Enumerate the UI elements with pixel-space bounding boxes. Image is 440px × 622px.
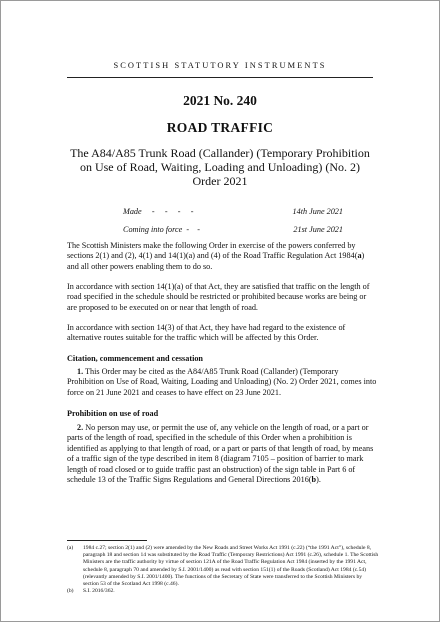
dates-block bbox=[123, 207, 343, 243]
footnote-ref-a[interactable]: a bbox=[357, 251, 362, 261]
section-1-paragraph bbox=[67, 367, 377, 398]
section-heading-prohibition: Prohibition on use of road bbox=[67, 409, 159, 418]
section-2-text-b: ). bbox=[316, 475, 321, 485]
made-date: 14th June 2021 bbox=[292, 207, 343, 216]
preamble-1-text-a: The Scottish Ministers make the following Order in exercise of the powers conferred by sections 2(1) and (2), 4(1) and 14(1)(a) and (4) of the Road Traffic Regulation Act 1984( bbox=[67, 241, 358, 261]
made-label: Made - - - - bbox=[123, 207, 194, 216]
preamble-paragraph-1 bbox=[67, 241, 377, 272]
footnote-mark: (a) bbox=[67, 545, 74, 551]
made-row bbox=[123, 207, 343, 225]
footnote-ref-b[interactable]: b bbox=[311, 475, 317, 485]
footnote-text: S.I. 2016/362. bbox=[83, 588, 115, 595]
footnotes bbox=[67, 545, 379, 595]
subject-heading: ROAD TRAFFIC bbox=[166, 120, 274, 135]
section-heading-citation: Citation, commencement and cessation bbox=[67, 354, 203, 363]
footnote-b bbox=[67, 588, 379, 595]
footnote-rule bbox=[67, 540, 147, 541]
footnote-text: 1984 c.27; section 2(1) and (2) were amended by the New Roads and Street Works Act 1991 (c.22) (“the 1991 Act”), schedule 8, paragraph 18 and section 14 was substituted by the Road Traffic (Temporary Restrictions) Act 1991 (c.26), schedule 1. The Scottish Ministers are the traffic authority by virtue of section 121A of the Road Traffic Regulation Act 1984 (inserted by the 1991 Act, schedule 8, paragraph 70 and amended by S.I. 2001/1400) as read with section 151(1) of the Roads (Scotland) Act 1984 (c.54) (relevantly amended by S.I. 2001/1400). The functions of the Secretary of State were transferred to the Scottish Ministers by section 53 of the Scotland Act 1998 (c.46). bbox=[83, 545, 379, 588]
preamble-paragraph-3: In accordance with section 14(3) of that Act, they have had regard to the existence of alternative routes suitable for the traffic which will be affected by this Order. bbox=[67, 323, 346, 343]
section-2-paragraph bbox=[67, 423, 377, 485]
preamble-1-text-b: ) and all other powers enabling them to do so. bbox=[67, 251, 365, 271]
instrument-number: 2021 No. 240 bbox=[183, 93, 257, 108]
coming-into-force-date: 21st June 2021 bbox=[293, 225, 343, 234]
footnote-a bbox=[67, 545, 379, 588]
section-1-number: 1. bbox=[77, 367, 84, 376]
header-rule bbox=[67, 77, 373, 78]
footnote-mark: (b) bbox=[67, 588, 74, 595]
coming-into-force-label: Coming into force - - bbox=[123, 225, 201, 234]
order-title: The A84/A85 Trunk Road (Callander) (Temporary Prohibition on Use of Road, Waiting, Loading and Unloading) (No. 2) Order 2021 bbox=[70, 146, 370, 189]
preamble-paragraph-2: In accordance with section 14(1)(a) of that Act, they are satisfied that traffic on the length of road specified in the schedule should be restricted or prohibited because works are being or are proposed to be executed on or near that length of road. bbox=[67, 282, 370, 312]
section-2-number: 2. bbox=[77, 423, 84, 432]
section-1-text: This Order may be cited as the A84/A85 Trunk Road (Callander) (Temporary Prohibition on Use of Road, Waiting, Loading and Unloading) (No. 2) Order 2021, comes into force on 21 June 2021 and ceases to have effect on 23 June 2021. bbox=[67, 367, 377, 397]
series-heading: SCOTTISH STATUTORY INSTRUMENTS bbox=[113, 61, 327, 70]
section-2-text-a: No person may use, or permit the use of, any vehicle on the length of road, or a part or parts of the length of road, specified in the schedule of this Order when a prohibition is identified as applying to that length of road, or a part or parts of that length of road, by means of a traffic sign of the type described in item 8 (diagram 7105 – position of barrier to mark length of road closed or to guide traffic past an obstruction) of the sign table in Part 6 of schedule 13 of the Traffic Signs Regulations and General Directions 2016( bbox=[67, 423, 374, 485]
